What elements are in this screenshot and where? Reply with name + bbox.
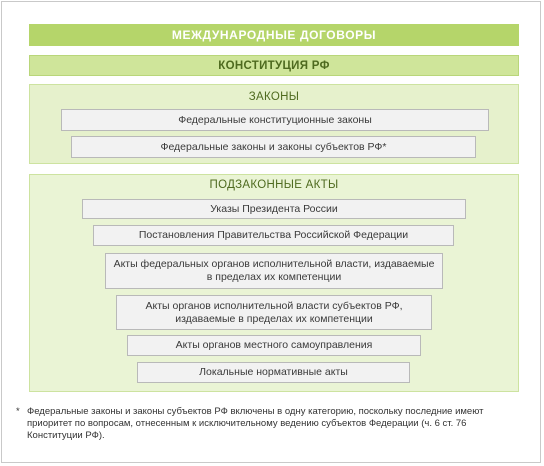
diagram-frame bbox=[1, 1, 541, 463]
footnote-marker: * bbox=[16, 406, 20, 417]
subordinate-item-local-government-acts: Акты органов местного самоуправления bbox=[127, 335, 421, 356]
subordinate-acts-group-title: ПОДЗАКОННЫЕ АКТЫ bbox=[209, 179, 339, 191]
footnote bbox=[16, 406, 522, 442]
subordinate-acts-group bbox=[29, 174, 519, 392]
laws-group-title: ЗАКОНЫ bbox=[248, 91, 300, 103]
constitution-band: КОНСТИТУЦИЯ РФ bbox=[29, 55, 519, 76]
subordinate-item-regional-executive-acts: Акты органов исполнительной власти субъектов РФ, издаваемые в пределах их компетенции bbox=[116, 295, 432, 330]
laws-item-federal-constitutional: Федеральные конституционные законы bbox=[61, 109, 489, 131]
subordinate-item-federal-executive-acts: Акты федеральных органов исполнительной власти, издаваемые в пределах их компетенции bbox=[105, 253, 443, 289]
laws-item-federal-and-regional: Федеральные законы и законы субъектов РФ* bbox=[71, 136, 476, 158]
footnote-text: Федеральные законы и законы субъектов РФ включены в одну категорию, поскольку последние имеют приоритет по вопросам, отнесенным к исключительному ведению субъектов Федерации (ч. 6 ст. 76 Конституции РФ). bbox=[27, 406, 484, 441]
subordinate-item-local-normative-acts: Локальные нормативные акты bbox=[137, 362, 410, 383]
subordinate-item-presidential-decrees: Указы Президента России bbox=[82, 199, 466, 219]
laws-group bbox=[29, 84, 519, 164]
subordinate-item-government-resolutions: Постановления Правительства Российской Федерации bbox=[93, 225, 454, 246]
international-treaties-band: МЕЖДУНАРОДНЫЕ ДОГОВОРЫ bbox=[29, 24, 519, 46]
